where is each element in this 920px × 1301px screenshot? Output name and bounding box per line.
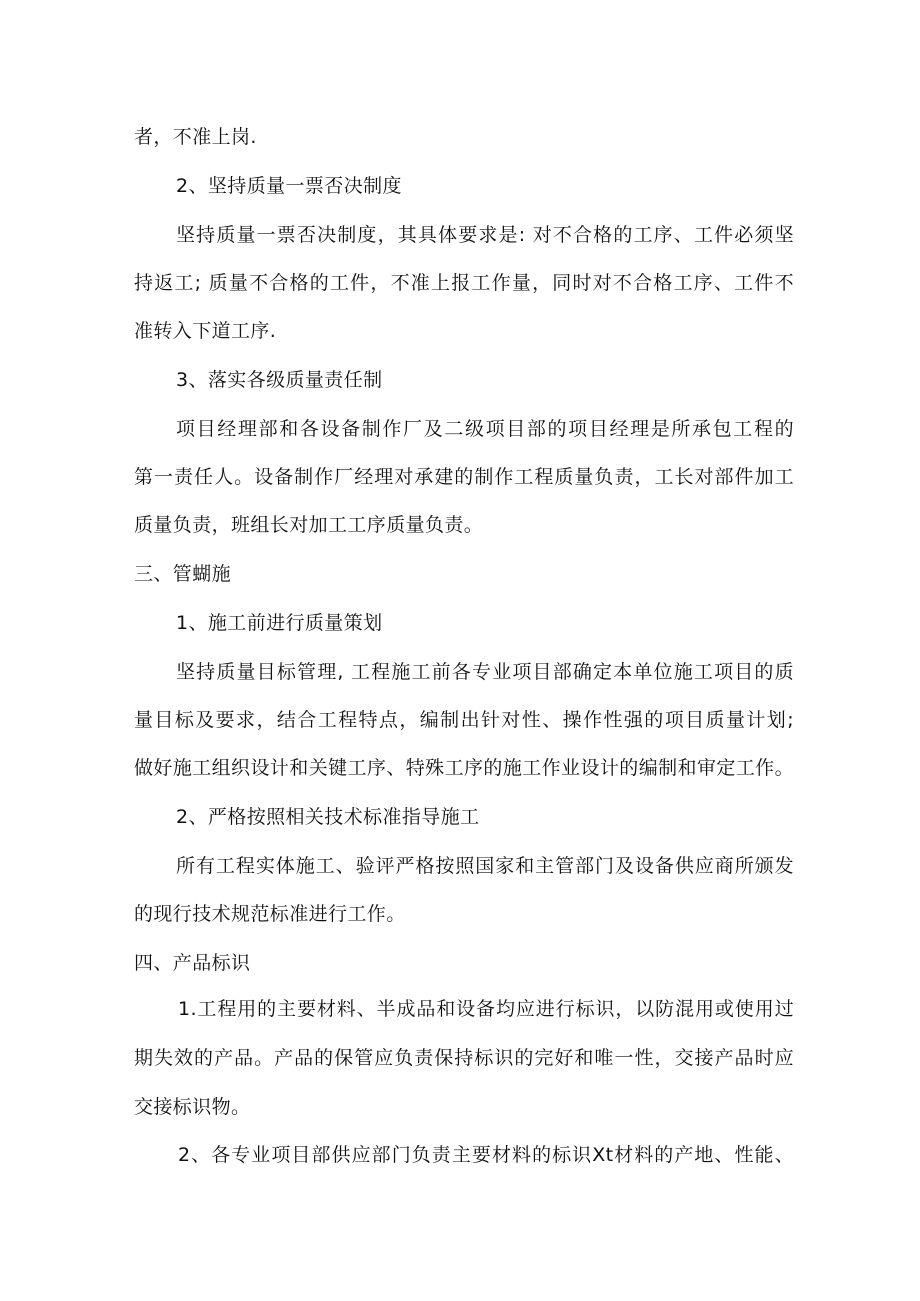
- paragraph-line: 2、各专业项目部供应部门负责主要材料的标识Xt材料的产地、性能、: [178, 1144, 794, 1166]
- section-heading: 2、严格按照相关技术标准指导施工: [176, 806, 480, 828]
- section-heading: 3、落实各级质量责任制: [176, 369, 383, 391]
- paragraph-line: 所有工程实体施工、验评严格按照国家和主管部门及设备供应商所颁发: [176, 855, 794, 877]
- paragraph-line: 持返工; 质量不合格的工件，不准上报工作量，同时对不合格工序、工件不: [134, 272, 794, 294]
- paragraph-line: 做好施工组织设计和关键工序、特殊工序的施工作业设计的编制和审定工作。: [134, 757, 794, 779]
- paragraph-line: 交接标识物。: [134, 1096, 251, 1118]
- paragraph-line: 坚持质量一票否决制度，其具体要求是: 对不合格的工序、工件必须坚: [176, 224, 794, 246]
- paragraph-line: 项目经理部和各设备制作厂及二级项目部的项目经理是所承包工程的: [176, 418, 794, 440]
- paragraph-line: 者，不准上岗.: [134, 126, 257, 148]
- paragraph-line: 坚持质量目标管理, 工程施工前各专业项目部确定本单位施工项目的质: [176, 661, 794, 683]
- paragraph-line: 期失效的产品。产品的保管应负责保持标识的完好和唯一性，交接产品时应: [134, 1047, 794, 1069]
- paragraph-line: 量目标及要求，结合工程特点，编制出针对性、操作性强的项目质量计划;: [134, 709, 794, 731]
- paragraph-line: 1.工程用的主要材料、半成品和设备均应进行标识，以防混用或使用过: [178, 998, 794, 1020]
- paragraph-line: 第一责任人。设备制作厂经理对承建的制作工程质量负责，工长对部件加工: [134, 466, 794, 488]
- paragraph-line: 的现行技术规范标准进行工作。: [134, 903, 406, 925]
- paragraph-line: 准转入下道工序.: [134, 320, 277, 342]
- section-heading: 1、施工前进行质量策划: [176, 612, 383, 634]
- section-heading: 2、坚持质量一票否决制度: [176, 175, 402, 197]
- chapter-heading: 四、产品标识: [134, 952, 251, 974]
- paragraph-line: 质量负责，班组长对加工工序质量负责。: [134, 514, 484, 536]
- chapter-heading: 三、管蝴施: [134, 563, 232, 585]
